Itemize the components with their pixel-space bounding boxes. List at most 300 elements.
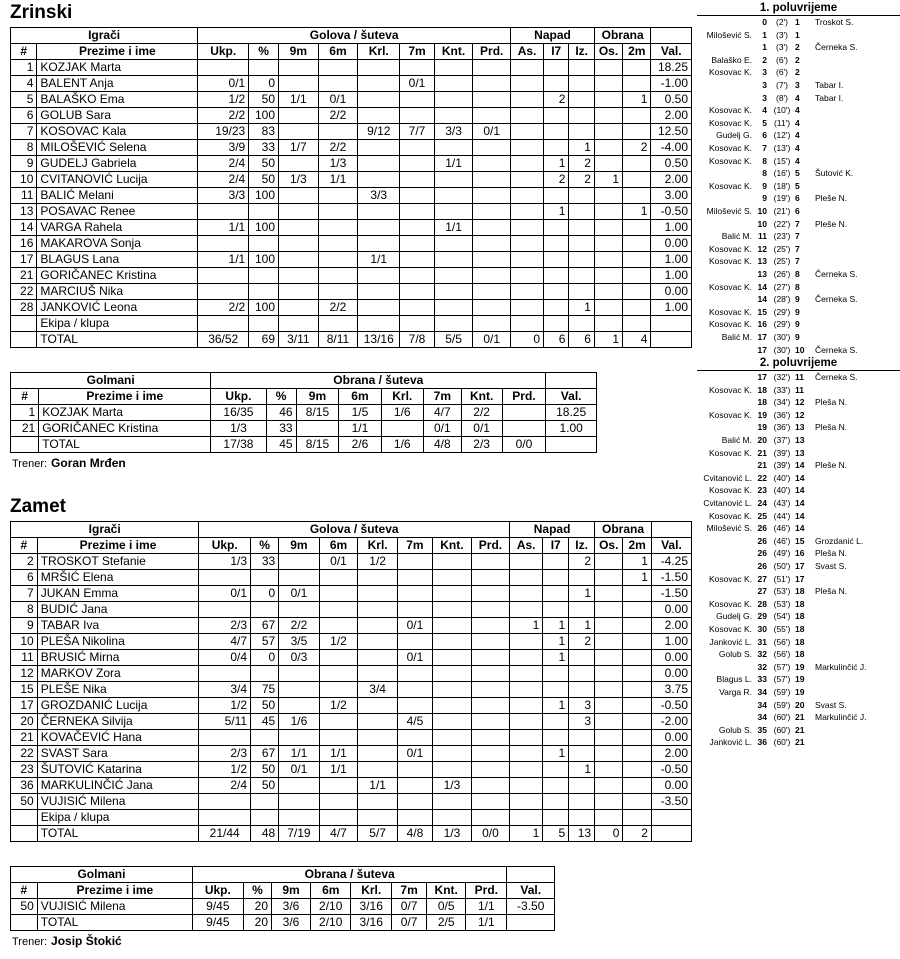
away-scorer: Grozdanić L. — [815, 535, 864, 546]
home-score: 28 — [757, 598, 767, 609]
total-label: TOTAL — [37, 826, 199, 842]
timeline-row — [697, 522, 900, 535]
home-score: 23 — [757, 485, 767, 496]
stat-cell — [511, 76, 544, 92]
timeline-row — [697, 497, 900, 510]
group-header-row — [11, 522, 692, 538]
goal-minute: (32') — [773, 372, 791, 382]
player-row — [11, 76, 692, 92]
stat-cell — [400, 300, 435, 316]
total-cell — [651, 826, 691, 842]
stat-cell — [511, 236, 544, 252]
home-score: 25 — [757, 510, 767, 521]
stat-cell: 3/3 — [198, 188, 249, 204]
total-cell: 7/19 — [279, 826, 319, 842]
player-number — [11, 810, 38, 826]
stat-cell — [569, 188, 595, 204]
group-attack-header: Napad — [510, 522, 595, 538]
total-cell: 3/11 — [279, 332, 319, 348]
player-row — [11, 172, 692, 188]
timeline-row — [697, 192, 900, 205]
home-scorer: Kosovac K. — [709, 573, 752, 584]
home-score: 17 — [757, 344, 767, 355]
home-score: 27 — [757, 586, 767, 597]
player-row — [11, 284, 692, 300]
player-name: BALAŠKO Ema — [37, 92, 198, 108]
stat-cell — [434, 204, 473, 220]
total-cell — [11, 826, 38, 842]
timeline-row — [697, 104, 900, 117]
stat-cell — [279, 60, 319, 76]
total-cell: 3/16 — [351, 915, 392, 931]
stat-cell — [623, 252, 651, 268]
home-score: 15 — [757, 306, 767, 317]
column-header: Krl. — [381, 389, 423, 405]
stat-cell: 2 — [623, 140, 651, 156]
group-defense-header: Obrana — [594, 28, 651, 44]
stat-cell: -1.50 — [651, 586, 691, 602]
stat-cell — [594, 236, 622, 252]
stat-cell — [319, 570, 358, 586]
group-goalkeepers-header: Golmani — [11, 373, 211, 389]
stat-cell — [279, 108, 319, 124]
stat-cell — [511, 188, 544, 204]
stat-cell — [594, 268, 622, 284]
away-scorer: Pleša N. — [815, 548, 848, 559]
home-score: 20 — [757, 435, 767, 445]
column-header: As. — [511, 44, 544, 60]
stat-cell — [400, 156, 435, 172]
stat-cell — [511, 204, 544, 220]
player-name: BUDIĆ Jana — [37, 602, 199, 618]
player-number: 4 — [11, 76, 37, 92]
away-score: 4 — [795, 155, 800, 166]
stat-cell: 0/7 — [391, 899, 426, 915]
total-cell: 4/8 — [424, 437, 462, 453]
stat-cell — [502, 421, 546, 437]
goal-minute: (46') — [773, 523, 791, 534]
away-coach — [12, 934, 122, 948]
stat-cell — [595, 778, 623, 794]
player-number: 28 — [11, 300, 37, 316]
stat-cell: -4.00 — [651, 140, 692, 156]
stat-cell — [397, 810, 432, 826]
player-row — [11, 554, 692, 570]
player-name: BLAGUS Lana — [37, 252, 198, 268]
stat-cell: 0.00 — [651, 602, 691, 618]
stat-cell — [397, 602, 432, 618]
player-row — [11, 730, 692, 746]
stat-cell — [397, 730, 432, 746]
away-score: 16 — [795, 548, 805, 559]
stat-cell — [318, 268, 358, 284]
goal-minute: (40') — [773, 472, 791, 483]
stat-cell — [543, 570, 569, 586]
stat-cell: 100 — [249, 108, 279, 124]
total-cell — [11, 332, 37, 348]
away-scorer: Černeka S. — [815, 294, 858, 305]
column-header: Prezime i ime — [37, 44, 198, 60]
goal-minute: (6') — [775, 54, 788, 65]
stat-cell: 1 — [623, 92, 651, 108]
home-scorer: Balić M. — [721, 332, 752, 342]
stat-cell — [318, 284, 358, 300]
stat-cell — [432, 810, 471, 826]
player-number: 11 — [11, 188, 37, 204]
column-header: % — [251, 538, 279, 554]
away-score: 1 — [795, 29, 800, 40]
column-header: Ukp. — [211, 389, 266, 405]
stat-cell — [279, 698, 319, 714]
player-name: MARCIUŠ Nika — [37, 284, 198, 300]
away-score: 10 — [795, 344, 805, 355]
goal-minute: (33') — [773, 384, 791, 395]
column-header: Krl. — [358, 538, 398, 554]
group-players-header: Igrači — [11, 28, 198, 44]
stat-cell: 1.00 — [651, 220, 692, 236]
stat-cell: 0/1 — [199, 586, 251, 602]
timeline-row — [697, 598, 900, 611]
stat-cell: 4/7 — [199, 634, 251, 650]
away-score: 13 — [795, 447, 805, 458]
total-cell: 1 — [510, 826, 543, 842]
stat-cell — [594, 76, 622, 92]
player-number: 9 — [11, 156, 37, 172]
column-header-row — [11, 538, 692, 554]
column-header: 9m — [279, 538, 319, 554]
stat-cell: 1/3 — [199, 554, 251, 570]
goalkeeper-row — [11, 899, 555, 915]
stat-cell — [432, 762, 471, 778]
stat-cell — [471, 570, 509, 586]
total-cell: 3/6 — [272, 915, 311, 931]
stat-cell — [473, 76, 511, 92]
stat-cell: 1/3 — [432, 778, 471, 794]
home-scorer: Milošević S. — [706, 206, 752, 216]
stat-cell — [623, 236, 651, 252]
away-score: 21 — [795, 737, 805, 748]
stat-cell: 0/1 — [397, 746, 432, 762]
player-name: SVAST Sara — [37, 746, 199, 762]
away-score: 5 — [795, 180, 800, 191]
stat-cell — [510, 570, 543, 586]
stat-cell: 1.00 — [546, 421, 597, 437]
stat-cell: 5/11 — [199, 714, 251, 730]
stat-cell — [511, 316, 544, 332]
stat-cell: 19/23 — [198, 124, 249, 140]
stat-cell — [251, 810, 279, 826]
stat-cell — [397, 570, 432, 586]
player-number: 12 — [11, 666, 38, 682]
stat-cell — [594, 252, 622, 268]
total-cell: 4/8 — [397, 826, 432, 842]
player-row — [11, 108, 692, 124]
away-score: 18 — [795, 586, 805, 597]
stat-cell — [595, 794, 623, 810]
stat-cell: 9/45 — [192, 899, 243, 915]
home-score: 8 — [762, 155, 767, 166]
coach-label: Trener: — [12, 936, 48, 948]
player-number: 21 — [11, 421, 39, 437]
home-scorer: Kosovac K. — [709, 67, 752, 78]
stat-cell — [511, 284, 544, 300]
stat-cell — [473, 220, 511, 236]
timeline-row — [697, 686, 900, 699]
player-row — [11, 140, 692, 156]
column-header: 9m — [279, 44, 319, 60]
home-scorer: Kosovac K. — [709, 384, 752, 395]
stat-cell — [623, 300, 651, 316]
goal-minute: (25') — [773, 256, 791, 267]
stat-cell — [510, 602, 543, 618]
stat-cell: 12.50 — [651, 124, 692, 140]
stat-cell: 3/16 — [351, 899, 392, 915]
away-score: 19 — [795, 674, 805, 685]
stat-cell: 3/9 — [198, 140, 249, 156]
home-scorer: Kosovac K. — [709, 510, 752, 521]
stat-cell — [434, 268, 473, 284]
stat-cell — [434, 76, 473, 92]
stat-cell — [434, 108, 473, 124]
goalkeeper-row — [11, 405, 597, 421]
stat-cell — [358, 810, 398, 826]
away-score: 14 — [795, 485, 805, 496]
home-score: 1 — [762, 29, 767, 40]
stat-cell — [623, 714, 652, 730]
stat-cell — [358, 666, 398, 682]
stat-cell — [510, 650, 543, 666]
player-name: ČERNEKA Silvija — [37, 714, 199, 730]
total-cell: 2 — [623, 826, 652, 842]
stat-cell — [623, 650, 652, 666]
column-header: Krl. — [358, 44, 400, 60]
home-scorer: Balić M. — [721, 435, 752, 445]
stat-cell — [651, 316, 692, 332]
home-scorer: Cvitanović L. — [703, 472, 752, 483]
stat-cell: 0.00 — [651, 666, 691, 682]
stat-cell — [544, 108, 569, 124]
column-header: 2m — [623, 538, 652, 554]
goalkeeper-row — [11, 421, 597, 437]
total-cell: 0/7 — [391, 915, 426, 931]
stat-cell — [434, 140, 473, 156]
player-name: BALENT Anja — [37, 76, 198, 92]
stat-cell — [432, 746, 471, 762]
stat-cell: 46 — [266, 405, 296, 421]
team-name-away: Zamet — [10, 496, 66, 517]
away-players-table — [10, 521, 692, 842]
player-number: 2 — [11, 554, 38, 570]
away-score: 14 — [795, 510, 805, 521]
player-number: 16 — [11, 236, 37, 252]
stat-cell — [432, 586, 471, 602]
away-score: 11 — [795, 372, 804, 382]
goal-minute: (26') — [773, 269, 791, 279]
group-players-header: Igrači — [11, 522, 199, 538]
away-scorer: Černeka S. — [815, 42, 858, 53]
stat-cell: 33 — [251, 554, 279, 570]
stat-cell — [318, 204, 358, 220]
player-number: 15 — [11, 682, 38, 698]
home-score: 7 — [762, 143, 767, 153]
stat-cell: 0 — [251, 586, 279, 602]
home-score: 3 — [762, 67, 767, 78]
group-header-row — [11, 28, 692, 44]
timeline-row — [697, 371, 900, 384]
stat-cell — [199, 666, 251, 682]
stat-cell — [510, 730, 543, 746]
column-header: Prezime i ime — [37, 538, 199, 554]
stat-cell — [595, 650, 623, 666]
away-score: 17 — [795, 561, 805, 571]
away-score: 8 — [795, 281, 800, 292]
bench-label: Ekipa / klupa — [37, 810, 199, 826]
timeline-row — [697, 268, 900, 281]
stat-cell — [510, 794, 543, 810]
stat-cell — [623, 762, 652, 778]
goal-minute: (23') — [773, 231, 791, 242]
away-score: 7 — [795, 256, 800, 267]
stat-cell — [595, 730, 623, 746]
stat-cell: 0/1 — [397, 650, 432, 666]
stat-cell — [199, 794, 251, 810]
goal-minute: (3') — [775, 42, 788, 53]
stat-cell — [510, 810, 543, 826]
stat-cell — [623, 666, 652, 682]
away-scorer: Tabar I. — [815, 92, 844, 103]
stat-cell — [569, 284, 595, 300]
stat-cell: 1/1 — [318, 172, 358, 188]
stat-cell — [595, 762, 623, 778]
goal-minute: (27') — [773, 281, 791, 292]
stat-cell: 57 — [251, 634, 279, 650]
stat-cell: 2/2 — [318, 108, 358, 124]
stat-cell — [279, 682, 319, 698]
column-header: 7m — [397, 538, 432, 554]
column-header: # — [11, 44, 37, 60]
stat-cell — [471, 794, 509, 810]
group-goals-header: Golova / šuteva — [198, 28, 511, 44]
timeline-row — [697, 155, 900, 168]
player-row — [11, 268, 692, 284]
stat-cell: 1 — [623, 204, 651, 220]
total-cell: 36/52 — [198, 332, 249, 348]
stat-cell — [198, 236, 249, 252]
stat-cell — [569, 730, 595, 746]
stat-cell — [400, 108, 435, 124]
home-score: 18 — [757, 384, 767, 395]
stat-cell — [279, 188, 319, 204]
timeline-row — [697, 585, 900, 598]
stat-cell — [623, 76, 651, 92]
home-goalkeepers-table — [10, 372, 597, 453]
column-header: % — [243, 883, 271, 899]
player-row — [11, 300, 692, 316]
player-name: BRUSIĆ Mirna — [37, 650, 199, 666]
player-name: GROZDANIĆ Lucija — [37, 698, 199, 714]
stat-cell — [397, 794, 432, 810]
stat-cell — [400, 252, 435, 268]
goal-minute: (29') — [773, 319, 791, 330]
timeline-row — [697, 117, 900, 130]
stat-cell: 3/6 — [272, 899, 311, 915]
stat-cell — [473, 316, 511, 332]
player-row — [11, 92, 692, 108]
player-number: 5 — [11, 92, 37, 108]
stat-cell — [594, 60, 622, 76]
stat-cell: 0/1 — [318, 92, 358, 108]
player-name: MARKOV Zora — [37, 666, 199, 682]
stat-cell — [544, 124, 569, 140]
stat-cell — [623, 60, 651, 76]
total-cell: 48 — [251, 826, 279, 842]
goal-minute: (3') — [775, 29, 788, 40]
player-row — [11, 156, 692, 172]
player-name: BALIĆ Melani — [37, 188, 198, 204]
away-score: 2 — [795, 42, 800, 53]
stat-cell — [249, 284, 279, 300]
timeline-row — [697, 205, 900, 218]
player-row — [11, 634, 692, 650]
goal-minute: (55') — [773, 624, 791, 634]
stat-cell: 67 — [251, 746, 279, 762]
stat-cell: 3.75 — [651, 682, 691, 698]
timeline-row — [697, 736, 900, 749]
column-header: Knt. — [427, 883, 466, 899]
stat-cell — [544, 236, 569, 252]
stat-cell: 1.00 — [651, 634, 691, 650]
stat-cell: 1/7 — [279, 140, 319, 156]
home-scorer: Kosovac K. — [709, 281, 752, 292]
home-score: 34 — [757, 699, 767, 710]
group-attack-header: Napad — [511, 28, 595, 44]
stat-cell — [623, 316, 651, 332]
stat-cell — [473, 300, 511, 316]
away-score: 4 — [795, 105, 800, 116]
stat-cell — [358, 618, 398, 634]
stat-cell — [432, 570, 471, 586]
timeline-row — [697, 16, 900, 29]
column-header: 7m — [400, 44, 435, 60]
stat-cell — [544, 300, 569, 316]
goal-minute: (53') — [773, 598, 791, 609]
player-name: KOSOVAC Kala — [37, 124, 198, 140]
stat-cell: 100 — [249, 188, 279, 204]
stat-cell — [251, 666, 279, 682]
away-scorer: Pleše N. — [815, 193, 848, 204]
home-scorer: Kosovac K. — [709, 306, 752, 317]
stat-cell — [471, 650, 509, 666]
stat-cell — [358, 730, 398, 746]
timeline-row — [697, 255, 900, 268]
home-score: 21 — [757, 447, 767, 458]
stat-cell — [473, 140, 511, 156]
goal-minute: (50') — [773, 561, 791, 571]
stat-cell — [511, 92, 544, 108]
stat-cell: 1/3 — [279, 172, 319, 188]
home-score: 16 — [757, 319, 767, 330]
stat-cell: -1.50 — [651, 570, 691, 586]
stat-cell — [471, 714, 509, 730]
timeline-row — [697, 167, 900, 180]
home-scorer: Kosovac K. — [709, 105, 752, 116]
player-row — [11, 794, 692, 810]
stat-cell — [594, 156, 622, 172]
away-scorer: Šutović K. — [815, 168, 854, 179]
timeline-row — [697, 472, 900, 485]
stat-cell: 3 — [569, 714, 595, 730]
stat-cell — [358, 284, 400, 300]
